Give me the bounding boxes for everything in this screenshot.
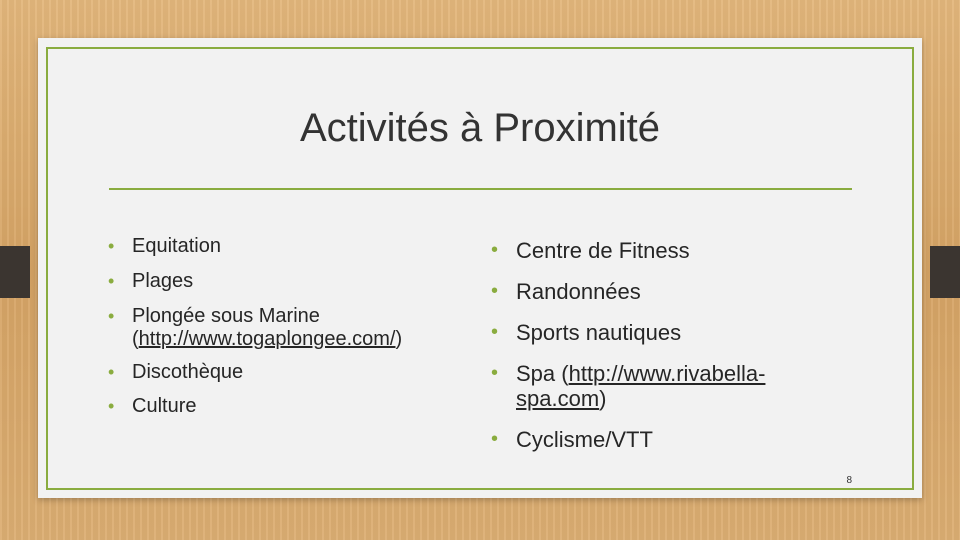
togaplongee-link[interactable]: http://www.togaplongee.com/ bbox=[138, 328, 396, 350]
link-close-paren: ) bbox=[599, 386, 607, 411]
list-item-label: Cyclisme/VTT bbox=[516, 427, 653, 452]
bullet-icon: • bbox=[491, 280, 499, 302]
bullet-icon: • bbox=[491, 428, 499, 450]
list-item-equitation bbox=[108, 235, 402, 258]
list-item-plongee bbox=[108, 305, 402, 351]
right-bullet-list bbox=[491, 238, 765, 452]
bullet-icon: • bbox=[108, 396, 115, 416]
list-item-fitness bbox=[491, 238, 765, 263]
list-item-randonnees bbox=[491, 279, 765, 304]
bullet-icon: • bbox=[491, 362, 499, 384]
list-item-sports-nautiques bbox=[491, 320, 765, 345]
page-number: 8 bbox=[846, 475, 852, 486]
list-item-label: Discothèque bbox=[132, 361, 244, 383]
list-item-label: Randonnées bbox=[516, 279, 641, 304]
list-item-culture bbox=[108, 395, 402, 418]
bullet-icon: • bbox=[491, 321, 499, 343]
list-item-label: Centre de Fitness bbox=[516, 238, 690, 263]
list-item-label: Culture bbox=[132, 395, 197, 417]
bullet-icon: • bbox=[108, 306, 115, 326]
rivabella-link-part1[interactable]: http://www.rivabella- bbox=[568, 361, 766, 386]
right-edge-tab bbox=[930, 246, 960, 298]
list-item-label: Spa ( bbox=[516, 361, 569, 386]
title-divider bbox=[109, 188, 852, 190]
list-item-label: Plages bbox=[132, 270, 194, 292]
rivabella-link-part2[interactable]: spa.com bbox=[516, 386, 600, 411]
slide-title: Activités à Proximité bbox=[299, 106, 661, 150]
link-open-paren: ( bbox=[132, 328, 139, 350]
slide-paper bbox=[38, 38, 922, 498]
list-item-label: Sports nautiques bbox=[516, 320, 682, 345]
list-item-label: Equitation bbox=[132, 235, 221, 257]
left-edge-tab bbox=[0, 246, 30, 298]
list-item-spa bbox=[491, 361, 765, 411]
list-item-discotheque bbox=[108, 361, 402, 384]
left-bullet-list bbox=[108, 235, 402, 418]
bullet-icon: • bbox=[108, 236, 115, 256]
bullet-icon: • bbox=[108, 362, 115, 382]
bullet-icon: • bbox=[108, 271, 115, 291]
list-item-plages bbox=[108, 270, 402, 293]
bullet-icon: • bbox=[491, 239, 499, 261]
list-item-cyclisme bbox=[491, 427, 765, 452]
list-item-label: Plongée sous Marine bbox=[132, 305, 320, 327]
link-close-paren: ) bbox=[395, 328, 403, 350]
